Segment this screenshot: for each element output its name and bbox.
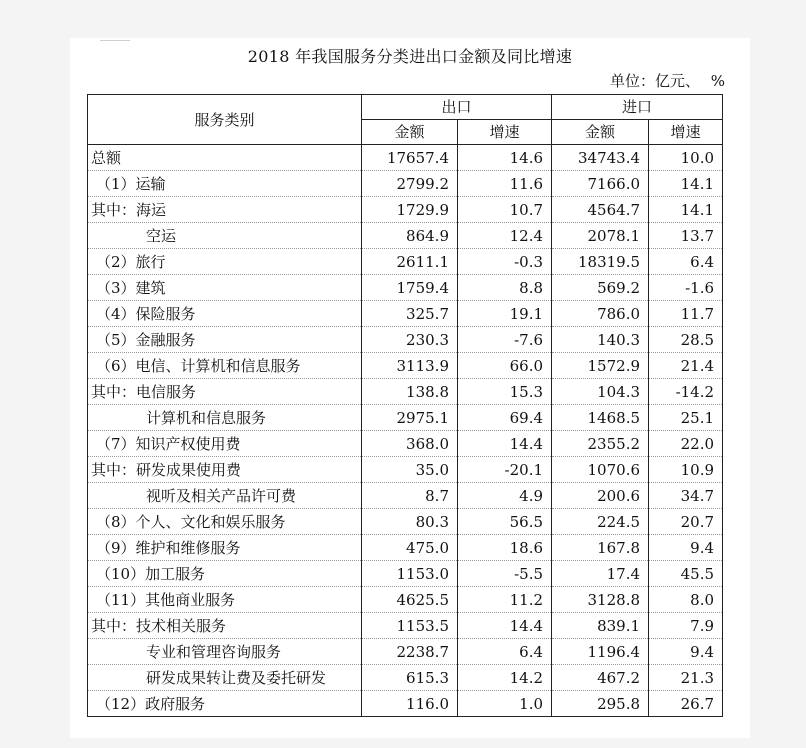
import-growth-cell: 11.7 <box>649 301 723 327</box>
table-row <box>88 587 723 613</box>
export-amount-cell: 4625.5 <box>362 587 458 613</box>
export-growth-cell: 10.7 <box>458 197 552 223</box>
import-growth-cell: 21.4 <box>649 353 723 379</box>
import-amount-cell: 17.4 <box>552 561 649 587</box>
export-growth-cell: 6.4 <box>458 639 552 665</box>
import-growth-cell: 10.9 <box>649 457 723 483</box>
export-growth-cell: 8.8 <box>458 275 552 301</box>
header-import-amount: 金额 <box>552 120 649 145</box>
export-growth-cell: 69.4 <box>458 405 552 431</box>
import-growth-cell: 20.7 <box>649 509 723 535</box>
table-title: 2018 年我国服务分类进出口金额及同比增速 <box>247 47 573 66</box>
divider <box>100 40 130 41</box>
table-row <box>88 171 723 197</box>
header-import: 进口 <box>552 95 723 120</box>
export-amount-cell: 2238.7 <box>362 639 458 665</box>
table-row <box>88 353 723 379</box>
row-category: （1）运输 <box>88 171 362 197</box>
header-export: 出口 <box>362 95 552 120</box>
export-growth-cell: -20.1 <box>458 457 552 483</box>
export-growth-cell: 12.4 <box>458 223 552 249</box>
export-growth-cell: 4.9 <box>458 483 552 509</box>
document-page <box>70 38 750 738</box>
import-amount-cell: 167.8 <box>552 535 649 561</box>
row-category: （7）知识产权使用费 <box>88 431 362 457</box>
import-amount-cell: 7166.0 <box>552 171 649 197</box>
import-growth-cell: 45.5 <box>649 561 723 587</box>
row-category: 其中：技术相关服务 <box>88 613 362 639</box>
export-growth-cell: 14.4 <box>458 431 552 457</box>
row-category: 总额 <box>88 145 362 171</box>
import-amount-cell: 34743.4 <box>552 145 649 171</box>
export-amount-cell: 138.8 <box>362 379 458 405</box>
export-growth-cell: 11.2 <box>458 587 552 613</box>
row-category: 空运 <box>88 223 362 249</box>
export-amount-cell: 3113.9 <box>362 353 458 379</box>
import-growth-cell: 25.1 <box>649 405 723 431</box>
export-amount-cell: 230.3 <box>362 327 458 353</box>
table-row <box>88 249 723 275</box>
import-amount-cell: 200.6 <box>552 483 649 509</box>
import-amount-cell: 1070.6 <box>552 457 649 483</box>
table-row <box>88 223 723 249</box>
table-row <box>88 145 723 171</box>
table-row <box>88 665 723 691</box>
row-category: 计算机和信息服务 <box>88 405 362 431</box>
services-trade-table <box>87 94 723 717</box>
row-category: （8）个人、文化和娱乐服务 <box>88 509 362 535</box>
export-amount-cell: 864.9 <box>362 223 458 249</box>
header-export-growth: 增速 <box>458 120 552 145</box>
export-amount-cell: 2799.2 <box>362 171 458 197</box>
export-amount-cell: 8.7 <box>362 483 458 509</box>
export-growth-cell: 1.0 <box>458 691 552 717</box>
import-amount-cell: 467.2 <box>552 665 649 691</box>
table-row <box>88 275 723 301</box>
export-amount-cell: 2975.1 <box>362 405 458 431</box>
import-growth-cell: -14.2 <box>649 379 723 405</box>
export-growth-cell: 66.0 <box>458 353 552 379</box>
import-growth-cell: 9.4 <box>649 535 723 561</box>
import-amount-cell: 4564.7 <box>552 197 649 223</box>
row-category: （11）其他商业服务 <box>88 587 362 613</box>
export-growth-cell: 15.3 <box>458 379 552 405</box>
export-growth-cell: -0.3 <box>458 249 552 275</box>
row-category: （4）保险服务 <box>88 301 362 327</box>
row-category: 其中：海运 <box>88 197 362 223</box>
table-row <box>88 639 723 665</box>
header-category: 服务类别 <box>88 95 362 145</box>
table-row <box>88 379 723 405</box>
unit-note: 单位：亿元、 % <box>609 72 725 90</box>
import-amount-cell: 1572.9 <box>552 353 649 379</box>
export-amount-cell: 615.3 <box>362 665 458 691</box>
table-row <box>88 535 723 561</box>
import-amount-cell: 569.2 <box>552 275 649 301</box>
export-amount-cell: 325.7 <box>362 301 458 327</box>
import-amount-cell: 839.1 <box>552 613 649 639</box>
row-category: （5）金融服务 <box>88 327 362 353</box>
export-amount-cell: 475.0 <box>362 535 458 561</box>
import-growth-cell: 34.7 <box>649 483 723 509</box>
export-amount-cell: 2611.1 <box>362 249 458 275</box>
export-amount-cell: 1153.0 <box>362 561 458 587</box>
export-growth-cell: -5.5 <box>458 561 552 587</box>
import-amount-cell: 1468.5 <box>552 405 649 431</box>
export-growth-cell: 19.1 <box>458 301 552 327</box>
table-row <box>88 457 723 483</box>
table-row <box>88 483 723 509</box>
table-row <box>88 431 723 457</box>
export-growth-cell: -7.6 <box>458 327 552 353</box>
table-row <box>88 405 723 431</box>
row-category: （10）加工服务 <box>88 561 362 587</box>
import-growth-cell: 14.1 <box>649 197 723 223</box>
import-growth-cell: 10.0 <box>649 145 723 171</box>
row-category: （9）维护和维修服务 <box>88 535 362 561</box>
export-growth-cell: 18.6 <box>458 535 552 561</box>
import-amount-cell: 140.3 <box>552 327 649 353</box>
export-growth-cell: 14.6 <box>458 145 552 171</box>
row-category: 视听及相关产品许可费 <box>88 483 362 509</box>
import-growth-cell: 22.0 <box>649 431 723 457</box>
export-growth-cell: 11.6 <box>458 171 552 197</box>
table-row <box>88 691 723 717</box>
header-import-growth: 增速 <box>649 120 723 145</box>
row-category: （2）旅行 <box>88 249 362 275</box>
import-growth-cell: 7.9 <box>649 613 723 639</box>
row-category: （3）建筑 <box>88 275 362 301</box>
export-amount-cell: 35.0 <box>362 457 458 483</box>
export-growth-cell: 14.4 <box>458 613 552 639</box>
table-row <box>88 327 723 353</box>
header-export-amount: 金额 <box>362 120 458 145</box>
import-growth-cell: 14.1 <box>649 171 723 197</box>
table-row <box>88 561 723 587</box>
export-growth-cell: 14.2 <box>458 665 552 691</box>
import-amount-cell: 295.8 <box>552 691 649 717</box>
row-category: 专业和管理咨询服务 <box>88 639 362 665</box>
export-amount-cell: 116.0 <box>362 691 458 717</box>
import-amount-cell: 2078.1 <box>552 223 649 249</box>
export-amount-cell: 1759.4 <box>362 275 458 301</box>
import-amount-cell: 2355.2 <box>552 431 649 457</box>
import-growth-cell: 6.4 <box>649 249 723 275</box>
table-row <box>88 197 723 223</box>
import-growth-cell: 8.0 <box>649 587 723 613</box>
import-amount-cell: 1196.4 <box>552 639 649 665</box>
table-row <box>88 613 723 639</box>
import-amount-cell: 3128.8 <box>552 587 649 613</box>
import-amount-cell: 18319.5 <box>552 249 649 275</box>
table-row <box>88 509 723 535</box>
row-category: 研发成果转让费及委托研发 <box>88 665 362 691</box>
table-row <box>88 301 723 327</box>
import-growth-cell: 21.3 <box>649 665 723 691</box>
export-amount-cell: 17657.4 <box>362 145 458 171</box>
row-category: （12）政府服务 <box>88 691 362 717</box>
import-amount-cell: 104.3 <box>552 379 649 405</box>
export-growth-cell: 56.5 <box>458 509 552 535</box>
import-growth-cell: 13.7 <box>649 223 723 249</box>
import-growth-cell: 9.4 <box>649 639 723 665</box>
import-amount-cell: 224.5 <box>552 509 649 535</box>
row-category: 其中：研发成果使用费 <box>88 457 362 483</box>
import-growth-cell: 26.7 <box>649 691 723 717</box>
row-category: 其中：电信服务 <box>88 379 362 405</box>
import-growth-cell: -1.6 <box>649 275 723 301</box>
export-amount-cell: 80.3 <box>362 509 458 535</box>
import-growth-cell: 28.5 <box>649 327 723 353</box>
row-category: （6）电信、计算机和信息服务 <box>88 353 362 379</box>
export-amount-cell: 1729.9 <box>362 197 458 223</box>
import-amount-cell: 786.0 <box>552 301 649 327</box>
export-amount-cell: 1153.5 <box>362 613 458 639</box>
export-amount-cell: 368.0 <box>362 431 458 457</box>
